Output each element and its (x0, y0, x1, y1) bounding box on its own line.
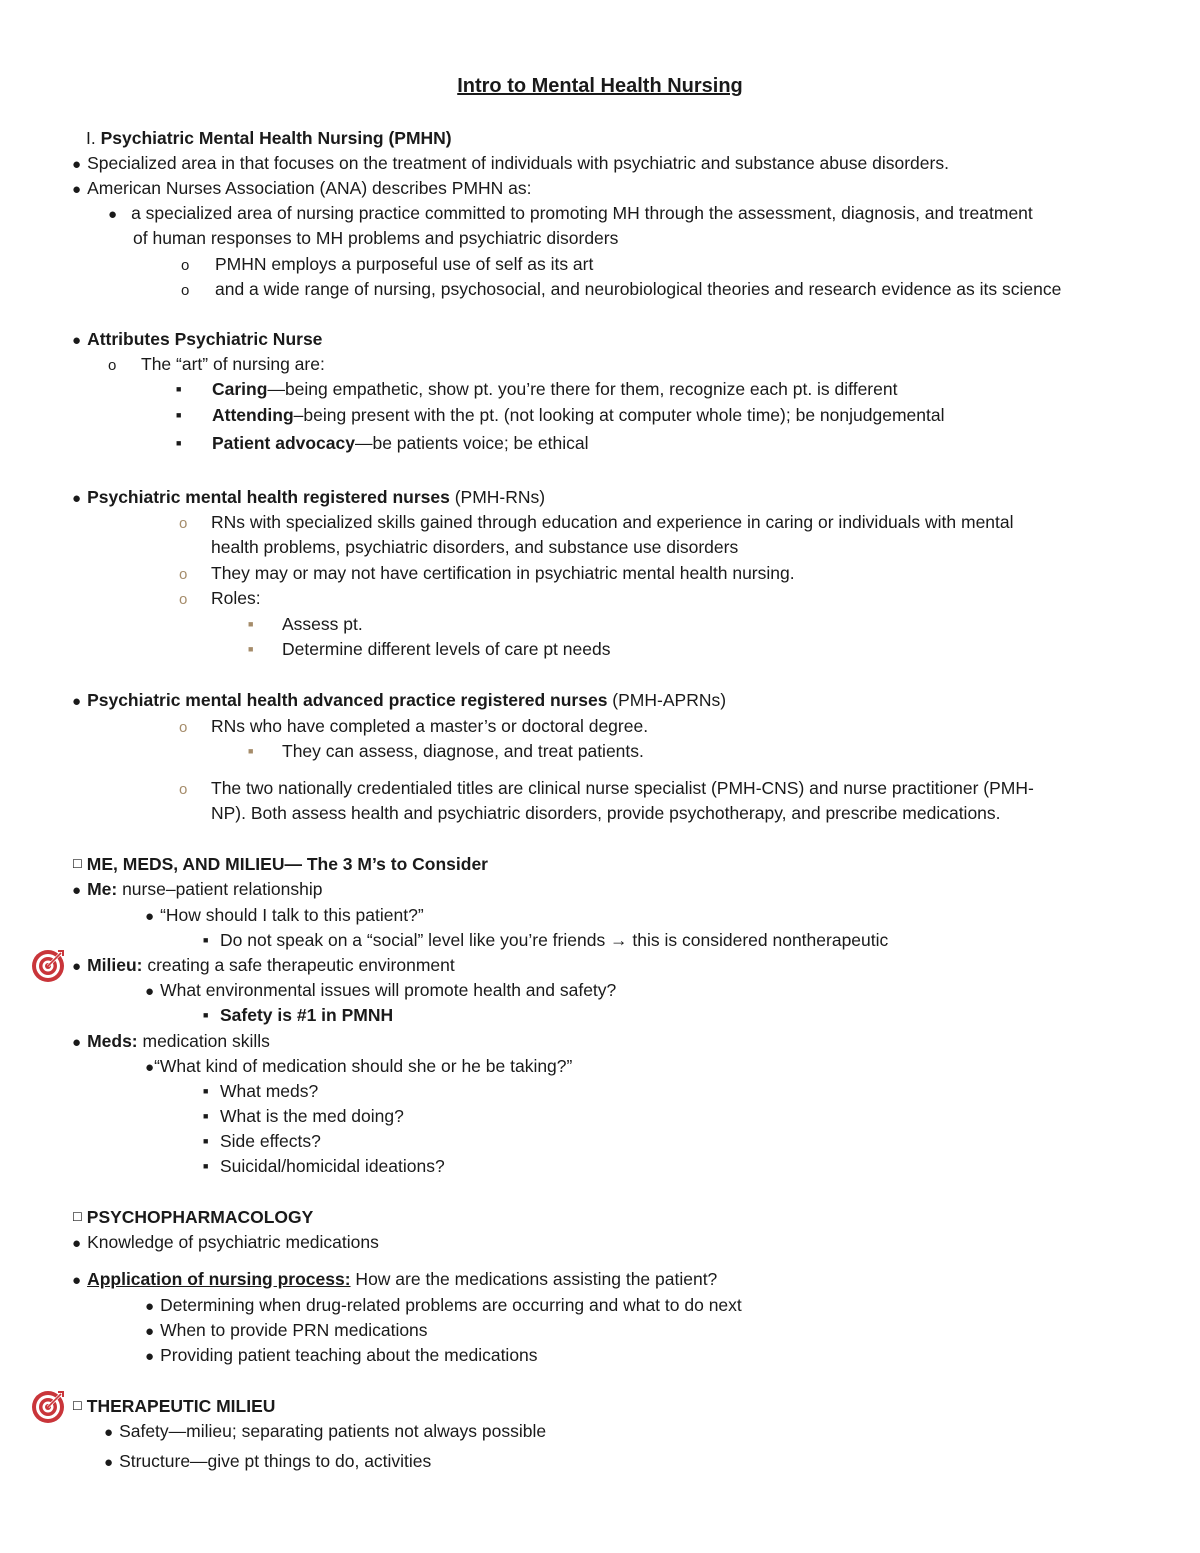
app-item: Providing patient teaching about the medications (160, 1345, 538, 1365)
app-label: Application of nursing process: (87, 1269, 351, 1289)
list-item (179, 777, 1034, 799)
list-item (72, 878, 322, 900)
pmhn-b1: Specialized area in that focuses on the treatment of individuals with psychiatric and substance abuse disorders. (87, 153, 949, 173)
hollow-bullet-icon: o (179, 515, 188, 532)
bullet-icon: ● (145, 1348, 155, 1365)
bullet-icon: ● (145, 908, 155, 925)
checkbox-icon: ☐ (72, 1399, 83, 1413)
section-pmhn-heading (86, 127, 452, 149)
list-item (108, 353, 325, 375)
list-item (203, 929, 888, 951)
square-bullet-icon: ■ (203, 935, 209, 945)
pmhn-o2: and a wide range of nursing, psychosocial, and neurobiological theories and research evidence as its science (215, 279, 1062, 299)
meds-question: “What kind of medication should she or he be taking?” (154, 1056, 573, 1076)
section-heading (72, 1395, 275, 1417)
hollow-bullet-icon: o (179, 566, 188, 583)
page-title: Intro to Mental Health Nursing (457, 75, 743, 97)
target-icon (30, 948, 66, 984)
me-text: nurse–patient relationship (117, 879, 323, 899)
bullet-icon: ● (72, 1235, 82, 1252)
hollow-bullet-icon: o (181, 257, 190, 274)
bullet-icon: ● (108, 206, 118, 223)
square-bullet-icon: ■ (176, 438, 182, 448)
aprns-o2-line1: The two nationally credentialed titles are clinical nurse specialist (PMH-CNS) and nurse practitioner (PMH- (211, 778, 1034, 798)
pmh-rns-abbr: (PMH-RNs) (449, 487, 546, 507)
bullet-icon: ● (145, 1059, 155, 1076)
pmh-rns-o1-line2: health problems, psychiatric disorders, and substance use disorders (211, 537, 739, 557)
list-item (72, 328, 322, 350)
milieu-question: What environmental issues will promote health and safety? (160, 980, 617, 1000)
bullet-icon: ● (72, 156, 82, 173)
list-item (145, 904, 424, 926)
list-item (203, 1155, 445, 1177)
list-item (203, 1130, 321, 1152)
app-item: Determining when drug-related problems are occurring and what to do next (160, 1295, 742, 1315)
square-bullet-icon: ■ (248, 746, 254, 756)
square-bullet-icon: ■ (176, 410, 182, 420)
aprns-o1: RNs who have completed a master’s or doctoral degree. (211, 716, 649, 736)
list-item (145, 1344, 538, 1366)
milieu-text: creating a safe therapeutic environment (142, 955, 455, 975)
attending-label: Attending (212, 405, 294, 425)
checkbox-icon: ☐ (72, 857, 83, 871)
pmhn-b3-line1: a specialized area of nursing practice committed to promoting MH through the assessment, diagnosis, and treatment (131, 203, 1033, 223)
list-item (72, 1268, 717, 1290)
list-item (72, 152, 949, 174)
list-item (181, 253, 593, 275)
hollow-bullet-icon: o (179, 591, 188, 608)
roman-numeral: I. (86, 128, 101, 148)
list-item (203, 1105, 404, 1127)
meds-item: What is the med doing? (220, 1106, 404, 1126)
meds-item: Suicidal/homicidal ideations? (220, 1156, 445, 1176)
list-item (203, 1004, 393, 1026)
meds-item: What meds? (220, 1081, 319, 1101)
list-item (72, 177, 532, 199)
list-item (72, 689, 726, 711)
list-item (179, 511, 1014, 533)
list-item (72, 486, 545, 508)
list-item (181, 278, 1061, 300)
bullet-icon: ● (72, 1034, 82, 1051)
advocacy-label: Patient advocacy (212, 433, 355, 453)
square-bullet-icon: ■ (248, 644, 254, 654)
list-item (248, 638, 610, 660)
milieu-section-heading: THERAPEUTIC MILIEU (86, 1396, 276, 1416)
square-bullet-icon: ■ (248, 619, 254, 629)
bullet-icon: ● (72, 958, 82, 975)
bullet-icon: ● (72, 693, 82, 710)
square-bullet-icon: ■ (203, 1161, 209, 1171)
square-bullet-icon: ■ (203, 1010, 209, 1020)
section-heading (72, 853, 488, 875)
pmhn-o1: PMHN employs a purposeful use of self as its art (215, 254, 594, 274)
hollow-bullet-icon: o (179, 719, 188, 736)
caring-text: —being empathetic, show pt. you’re there for them, recognize each pt. is different (267, 379, 898, 399)
list-item (176, 404, 944, 426)
bullet-icon: ● (145, 1323, 155, 1340)
me-label: Me: (87, 879, 118, 899)
meds-label: Meds: (87, 1031, 138, 1051)
me-question: “How should I talk to this patient?” (160, 905, 424, 925)
meds-text: medication skills (137, 1031, 270, 1051)
list-item (145, 979, 616, 1001)
list-item (72, 1231, 379, 1253)
aprns-abbr: (PMH-APRNs) (607, 690, 727, 710)
square-bullet-icon: ■ (203, 1086, 209, 1096)
hollow-bullet-icon: o (108, 357, 117, 374)
me-sub: Do not speak on a “social” level like you’re friends → this is considered nontherapeutic (220, 930, 889, 950)
target-icon (30, 1389, 66, 1425)
milieu-item: Structure—give pt things to do, activities (119, 1451, 432, 1471)
role-1: Assess pt. (282, 614, 363, 634)
square-bullet-icon: ■ (176, 384, 182, 394)
list-item (108, 202, 1033, 224)
psychopharm-b1: Knowledge of psychiatric medications (87, 1232, 379, 1252)
attending-text: –being present with the pt. (not looking at computer whole time); be nonjudgemental (293, 405, 945, 425)
list-item (203, 1080, 318, 1102)
square-bullet-icon: ■ (203, 1111, 209, 1121)
bullet-icon: ● (72, 181, 82, 198)
list-item (104, 1420, 546, 1442)
bullet-icon: ● (104, 1454, 114, 1471)
pmh-rns-o3: Roles: (211, 588, 261, 608)
caring-label: Caring (212, 379, 268, 399)
bullet-icon: ● (72, 332, 82, 349)
bullet-icon: ● (145, 1298, 155, 1315)
app-text: How are the medications assisting the patient? (350, 1269, 718, 1289)
milieu-item: Safety—milieu; separating patients not always possible (119, 1421, 547, 1441)
attributes-heading: Attributes Psychiatric Nurse (87, 329, 323, 349)
pmh-rns-o2: They may or may not have certification in psychiatric mental health nursing. (211, 563, 795, 583)
bullet-icon: ● (72, 882, 82, 899)
list-item (179, 562, 795, 584)
list-item (176, 378, 897, 400)
checkbox-icon: ☐ (72, 1210, 83, 1224)
aprns-o2-line2: NP). Both assess health and psychiatric disorders, provide psychotherapy, and prescribe medications. (211, 803, 1001, 823)
list-item (145, 1319, 428, 1341)
hollow-bullet-icon: o (181, 282, 190, 299)
psychopharm-heading: PSYCHOPHARMACOLOGY (86, 1207, 314, 1227)
milieu-label: Milieu: (87, 955, 143, 975)
list-item (179, 587, 261, 609)
bullet-icon: ● (145, 983, 155, 1000)
list-item (145, 1294, 742, 1316)
pmh-rns-o1-line1: RNs with specialized skills gained through education and experience in caring or individuals with mental (211, 512, 1014, 532)
list-item (248, 613, 363, 635)
bullet-icon: ● (104, 1424, 114, 1441)
list-item (72, 954, 455, 976)
pmh-rns-heading: Psychiatric mental health registered nurses (87, 487, 450, 507)
aprns-s1: They can assess, diagnose, and treat patients. (282, 741, 644, 761)
aprns-heading: Psychiatric mental health advanced practice registered nurses (87, 690, 608, 710)
advocacy-text: —be patients voice; be ethical (354, 433, 589, 453)
app-item: When to provide PRN medications (160, 1320, 428, 1340)
list-item (248, 740, 644, 762)
list-item (145, 1055, 572, 1077)
meds-item: Side effects? (220, 1131, 321, 1151)
list-item (104, 1450, 431, 1472)
section-heading (72, 1206, 313, 1228)
bullet-icon: ● (72, 490, 82, 507)
three-ms-heading: ME, MEDS, AND MILIEU— The 3 M’s to Consider (86, 854, 488, 874)
pmhn-heading-text: Psychiatric Mental Health Nursing (PMHN) (100, 128, 452, 148)
role-2: Determine different levels of care pt needs (282, 639, 611, 659)
list-item (176, 432, 588, 454)
square-bullet-icon: ■ (203, 1136, 209, 1146)
hollow-bullet-icon: o (179, 781, 188, 798)
list-item (72, 1030, 270, 1052)
pmhn-b3-line2: of human responses to MH problems and psychiatric disorders (133, 228, 619, 248)
pmhn-b2: American Nurses Association (ANA) describes PMHN as: (87, 178, 532, 198)
milieu-sub: Safety is #1 in PMNH (220, 1005, 394, 1025)
bullet-icon: ● (72, 1272, 82, 1289)
art-intro: The “art” of nursing are: (141, 354, 325, 374)
list-item (179, 715, 648, 737)
